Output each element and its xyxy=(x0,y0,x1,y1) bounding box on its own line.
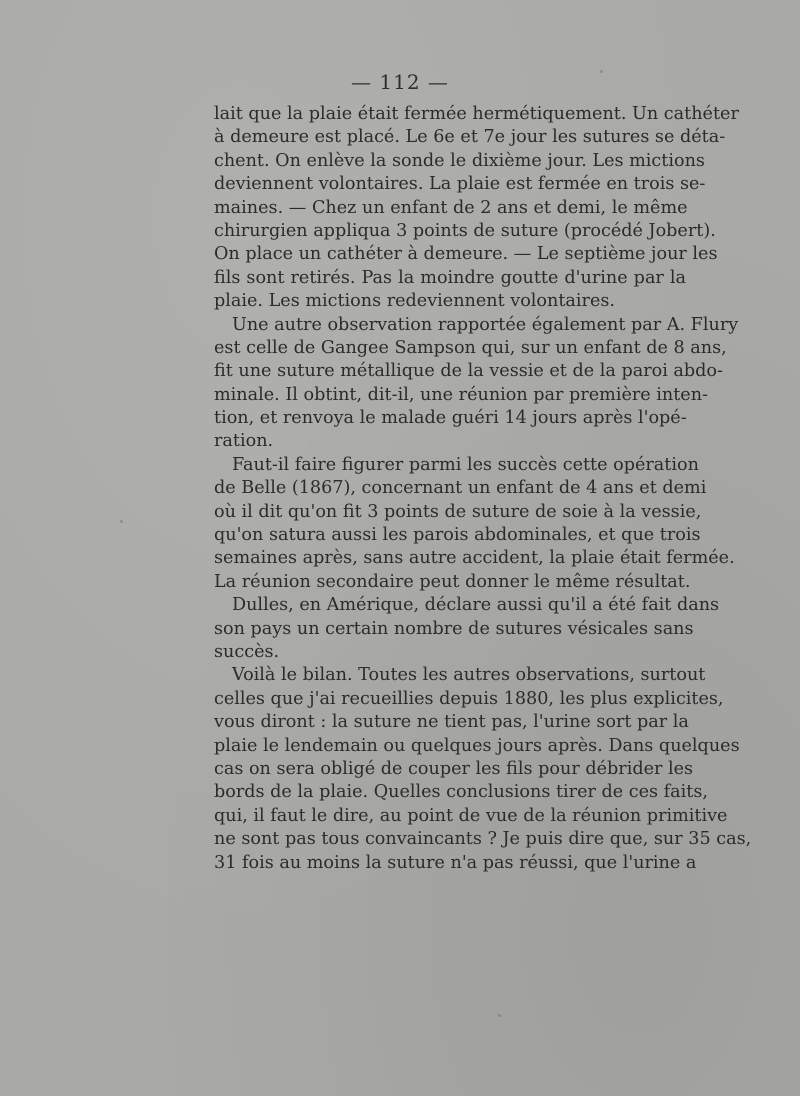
text-line: de Belle (1867), concernant un enfant de 4 ans et demi xyxy=(214,478,707,499)
text-line: vous diront : la suture ne tient pas, l'urine sort par la xyxy=(214,712,689,733)
text-line: Une autre observation rapportée également par A. Flury xyxy=(232,314,739,335)
text-line: Dulles, en Amérique, déclare aussi qu'il a été fait dans xyxy=(232,595,720,616)
text-line: ne sont pas tous convaincants ? Je puis dire que, sur 35 cas, xyxy=(214,829,752,850)
text-line: La réunion secondaire peut donner le même résultat. xyxy=(214,571,691,592)
text-line: est celle de Gangee Sampson qui, sur un enfant de 8 ans, xyxy=(214,337,727,358)
text-line: ration. xyxy=(214,431,274,452)
paper-speck xyxy=(600,70,603,73)
text-line: celles que j'ai recueillies depuis 1880, les plus explicites, xyxy=(214,688,724,709)
paper-speck xyxy=(120,520,123,523)
page-number: — 112 — xyxy=(351,70,449,94)
text-line: Voilà le bilan. Toutes les autres observations, surtout xyxy=(232,665,706,686)
text-line: succès. xyxy=(214,641,280,662)
text-line: cas on sera obligé de couper les fils pour débrider les xyxy=(214,758,694,779)
body-text xyxy=(214,103,752,875)
text-line: qui, il faut le dire, au point de vue de la réunion primitive xyxy=(214,805,728,826)
text-line: lait que la plaie était fermée hermétiquement. Un cathéter xyxy=(214,104,739,124)
text-line: 31 fois au moins la suture n'a pas réussi, que l'urine a xyxy=(214,852,697,873)
text-line: son pays un certain nombre de sutures vésicales sans xyxy=(214,618,694,639)
text-line: à demeure est placé. Le 6e et 7e jour les sutures se déta- xyxy=(214,127,726,148)
text-line: maines. — Chez un enfant de 2 ans et demi, le même xyxy=(214,197,688,218)
text-line: fit une suture métallique de la vessie et de la paroi abdo- xyxy=(214,361,723,382)
text-line: plaie le lendemain ou quelques jours après. Dans quelques xyxy=(214,735,740,756)
text-line: tion, et renvoya le malade guéri 14 jours après l'opé- xyxy=(214,408,687,429)
text-line: On place un cathéter à demeure. — Le septième jour les xyxy=(214,244,718,265)
text-line: fils sont retirés. Pas la moindre goutte d'urine par la xyxy=(214,267,686,288)
text-line: chent. On enlève la sonde le dixième jour. Les mictions xyxy=(214,150,705,171)
text-line: plaie. Les mictions redeviennent volontaires. xyxy=(214,291,615,312)
text-line: deviennent volontaires. La plaie est fermée en trois se- xyxy=(214,174,706,195)
text-line: qu'on satura aussi les parois abdominales, et que trois xyxy=(214,525,701,546)
text-line: chirurgien appliqua 3 points de suture (procédé Jobert). xyxy=(214,220,716,241)
text-line: semaines après, sans autre accident, la plaie était fermée. xyxy=(214,548,735,569)
text-line: bords de la plaie. Quelles conclusions tirer de ces faits, xyxy=(214,782,708,803)
text-line: Faut-il faire figurer parmi les succès cette opération xyxy=(232,454,699,475)
text-line: où il dit qu'on fit 3 points de suture de soie à la vessie, xyxy=(214,501,702,522)
text-line: minale. Il obtint, dit-il, une réunion par première inten- xyxy=(214,384,708,405)
paper-speck xyxy=(498,1014,501,1017)
